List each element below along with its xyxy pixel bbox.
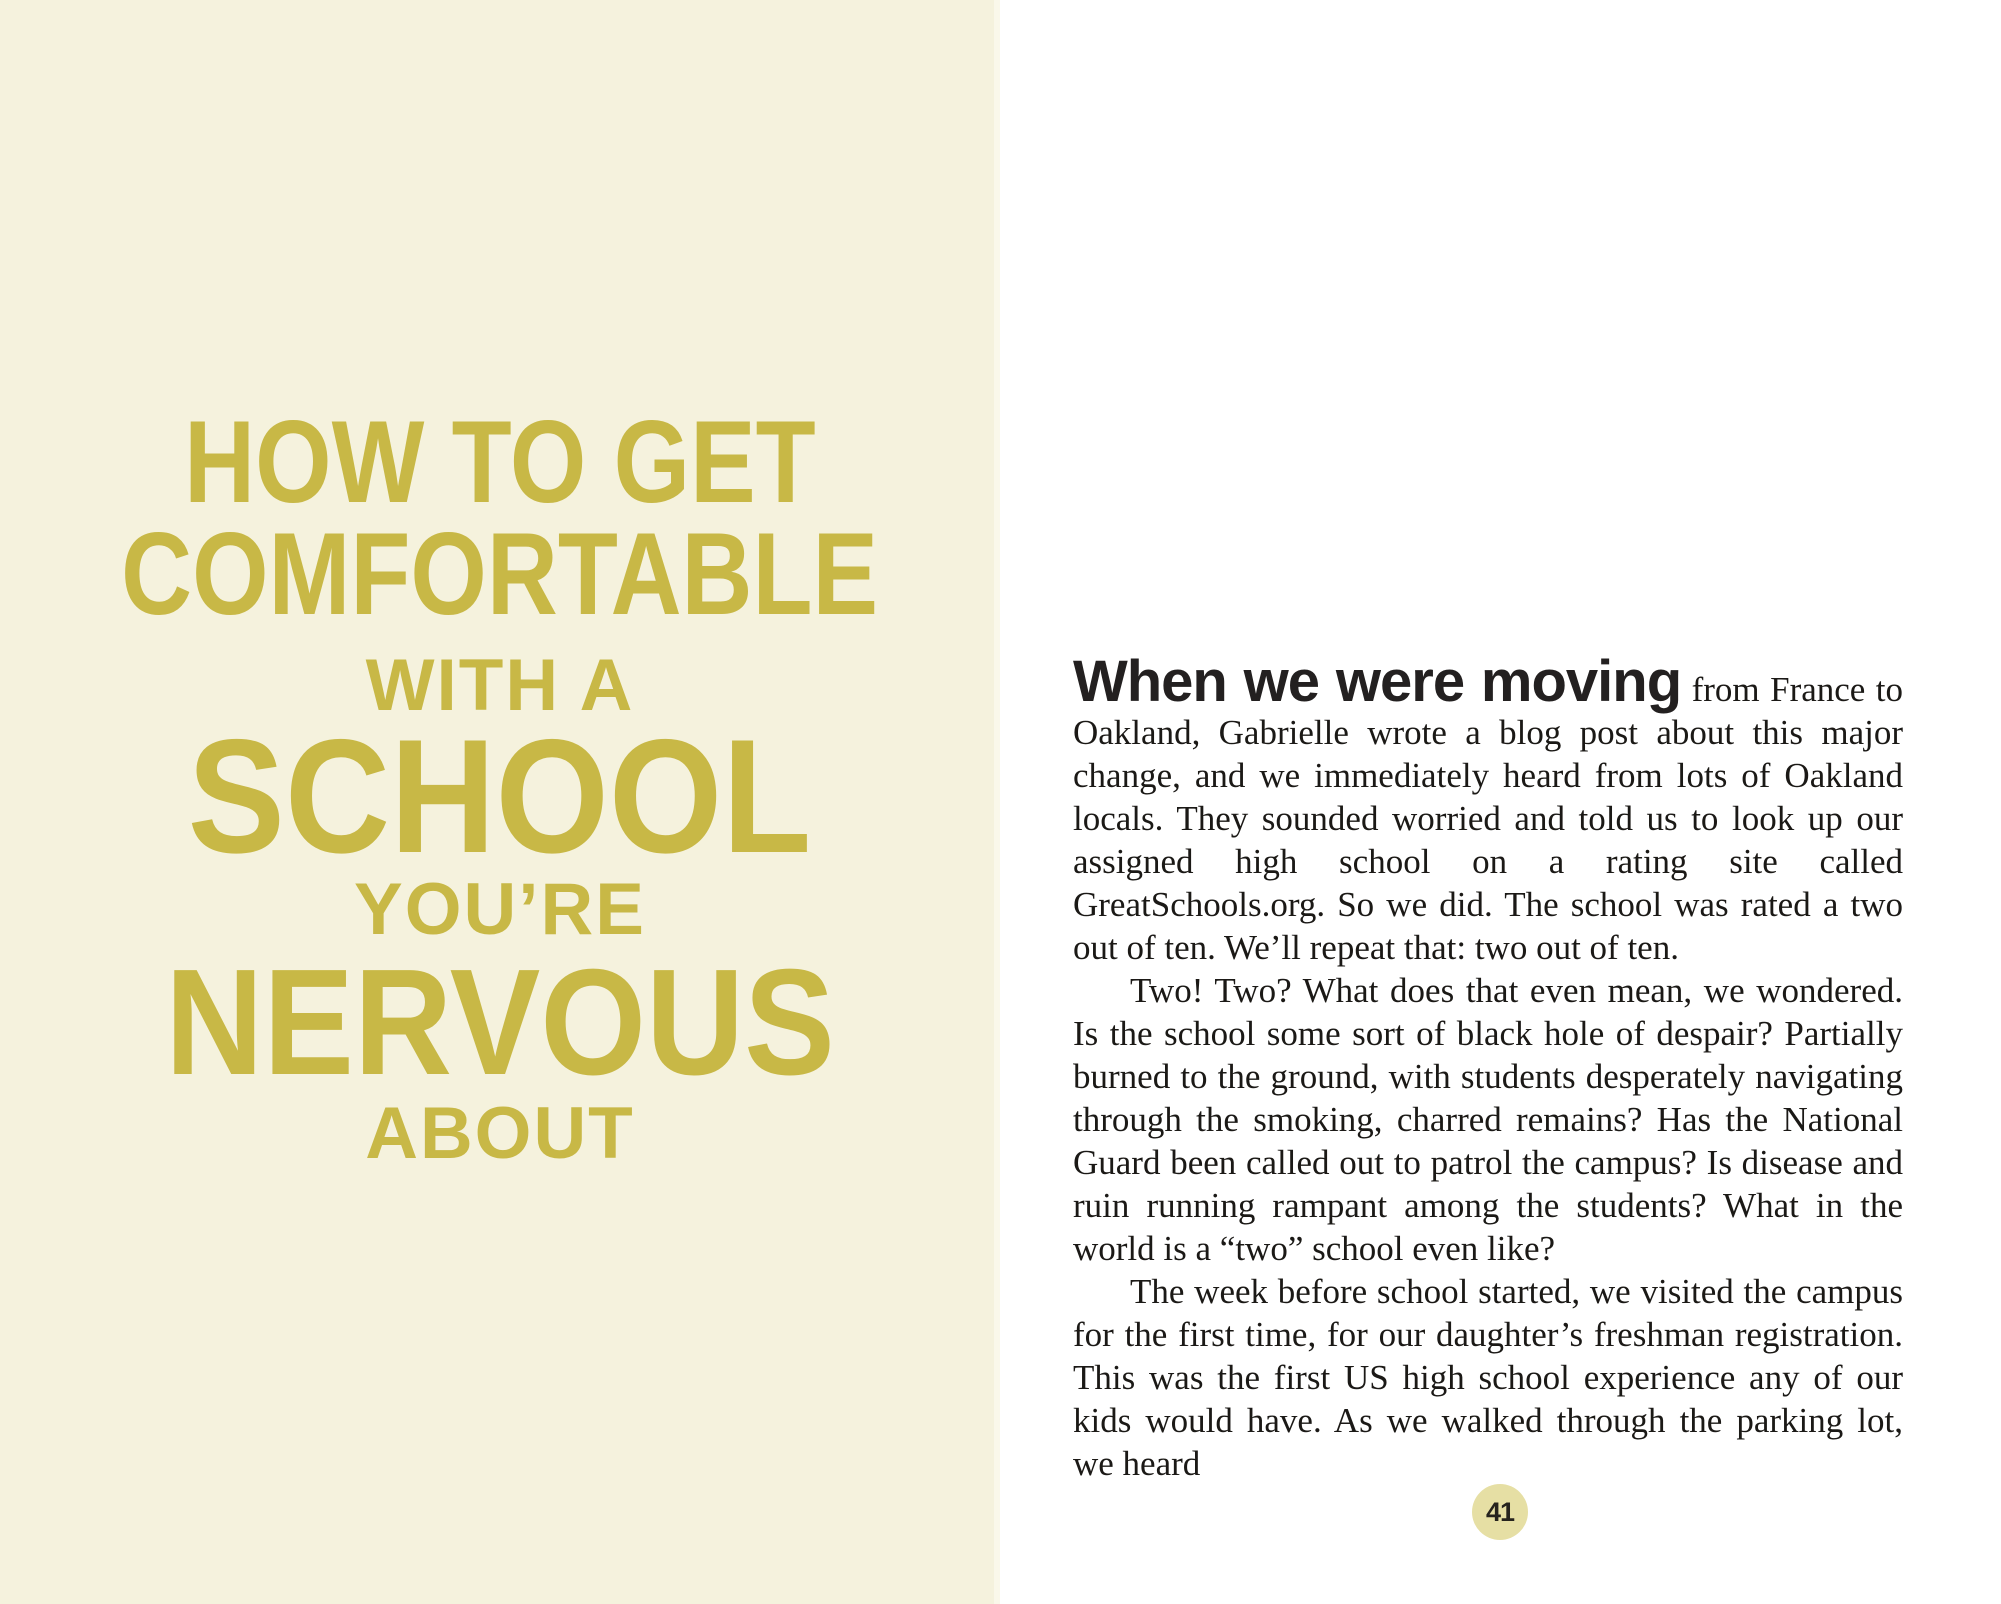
opening-paragraph-text: from France to Oakland, Gabrielle wrote a blog post about this major change, and we immediately heard from lots of Oakland locals. They sounded worried and told us to look up our assigned high school on a rating site called GreatSchools.org. So we did. The school was rated a two out of ten. We’ll repeat that: two out of ten. bbox=[1073, 670, 1904, 967]
chapter-title-line-1: HOW TO GET bbox=[184, 395, 816, 527]
page-number-badge bbox=[1472, 1484, 1528, 1540]
chapter-title-line-4: SCHOOL bbox=[188, 706, 812, 887]
chapter-title-line-7: ABOUT bbox=[365, 1092, 635, 1174]
chapter-title-line-2: COMFORTABLE bbox=[121, 507, 879, 639]
chapter-title-row bbox=[0, 706, 1000, 887]
section-opener-headline: When we were moving bbox=[1073, 649, 1682, 714]
left-page bbox=[0, 0, 1000, 1604]
chapter-title-line-3: WITH A bbox=[365, 644, 635, 726]
chapter-title-line-5: YOU’RE bbox=[354, 868, 646, 950]
page-number: 41 bbox=[1485, 1496, 1515, 1527]
chapter-title-row bbox=[0, 507, 1000, 639]
chapter-title-row bbox=[0, 936, 1000, 1106]
opening-paragraph bbox=[1073, 649, 1904, 969]
chapter-title-row bbox=[0, 395, 1000, 527]
chapter-title bbox=[0, 395, 1000, 1189]
body-text-column bbox=[1073, 649, 1904, 1485]
right-page bbox=[1000, 0, 2001, 1604]
chapter-title-line-6: NERVOUS bbox=[165, 936, 835, 1106]
body-paragraph-3: The week before school started, we visited the campus for the first time, for our daughter’s freshman registration. This was the first US high school experience any of our kids would have. As we walked through the parking lot, we heard bbox=[1073, 1272, 1903, 1483]
body-paragraph-2: Two! Two? What does that even mean, we wondered. Is the school some sort of black hole of despair? Partially burned to the ground, with students desperately navigating through the smoking, charred remains? Has the National Guard been called out to patrol the campus? Is disease and ruin running rampant among the students? What in the world is a “two” school even like? bbox=[1073, 971, 1903, 1268]
